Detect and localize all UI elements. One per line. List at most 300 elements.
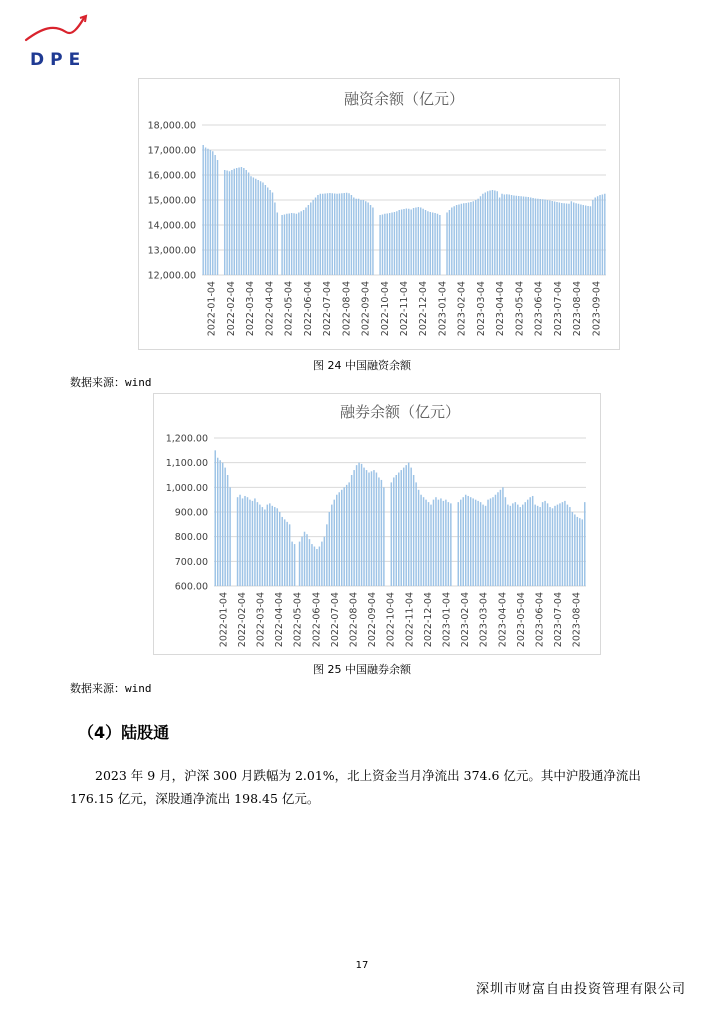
- bar: [314, 547, 315, 586]
- bar: [252, 501, 253, 586]
- bar: [579, 518, 580, 586]
- bar: [566, 204, 567, 276]
- bar: [443, 501, 444, 586]
- section-title: （4）陆股通: [78, 723, 170, 742]
- bar: [260, 181, 261, 275]
- x-tick-label: 2022-12-04: [422, 592, 434, 648]
- bar: [398, 473, 399, 586]
- y-tick-label: 1,100.00: [165, 458, 208, 470]
- bar: [415, 208, 416, 276]
- bar: [405, 465, 406, 586]
- bar: [394, 212, 395, 275]
- x-tick-label: 2023-02-04: [456, 281, 468, 337]
- bar: [427, 211, 428, 275]
- y-tick-label: 600.00: [174, 581, 208, 593]
- bar: [422, 209, 423, 275]
- bar: [231, 170, 232, 275]
- bar: [557, 505, 558, 586]
- bar: [274, 507, 275, 586]
- bar: [269, 503, 270, 586]
- bar: [301, 537, 302, 586]
- bar: [234, 169, 235, 275]
- bar: [458, 205, 459, 276]
- bar: [507, 505, 508, 586]
- bar: [334, 500, 335, 586]
- bar: [410, 468, 411, 586]
- bar: [527, 500, 528, 586]
- bar: [265, 185, 266, 275]
- x-tick-label: 2022-06-04: [302, 281, 314, 337]
- bar: [487, 500, 488, 586]
- bar: [289, 524, 290, 586]
- bar: [535, 199, 536, 276]
- y-tick-label: 900.00: [174, 507, 208, 519]
- bar: [450, 503, 451, 586]
- bar: [453, 206, 454, 275]
- bar: [272, 193, 273, 276]
- bar: [244, 496, 245, 586]
- bar: [370, 205, 371, 275]
- bar: [489, 191, 490, 276]
- bar: [289, 214, 290, 276]
- bar: [346, 485, 347, 586]
- bar: [504, 195, 505, 276]
- y-tick-label: 800.00: [174, 532, 208, 544]
- x-tick-label: 2023-07-04: [553, 592, 565, 648]
- bar: [238, 168, 239, 276]
- x-tick-label: 2022-05-04: [283, 281, 295, 337]
- bar: [517, 505, 518, 586]
- bar: [587, 206, 588, 275]
- bar: [322, 194, 323, 275]
- bar: [420, 208, 421, 276]
- bar: [439, 215, 440, 275]
- bar: [475, 500, 476, 586]
- bar: [229, 171, 230, 275]
- bar: [365, 201, 366, 275]
- bar: [284, 215, 285, 276]
- bar: [236, 168, 237, 275]
- x-tick-label: 2023-01-04: [437, 281, 449, 337]
- bar: [562, 502, 563, 586]
- bar: [430, 505, 431, 586]
- bar: [303, 210, 304, 275]
- bar: [237, 497, 238, 586]
- x-tick-label: 2022-03-04: [245, 281, 257, 337]
- bar: [480, 196, 481, 275]
- bar: [461, 204, 462, 275]
- bar: [508, 195, 509, 276]
- figure24-caption: 图 24 中国融资余额: [313, 359, 411, 372]
- bar: [569, 507, 570, 586]
- bar: [315, 198, 316, 276]
- bar: [356, 465, 357, 586]
- bar: [254, 498, 255, 586]
- bar: [321, 542, 322, 586]
- bar: [217, 160, 218, 275]
- bar: [336, 194, 337, 275]
- x-tick-label: 2022-12-04: [418, 281, 430, 337]
- logo-text: DPE: [30, 50, 87, 70]
- bar: [563, 203, 564, 275]
- bar: [293, 213, 294, 275]
- x-tick-label: 2023-01-04: [441, 592, 453, 648]
- bar: [501, 194, 502, 275]
- bar: [530, 198, 531, 276]
- bar: [420, 495, 421, 586]
- bar: [578, 204, 579, 275]
- x-tick-label: 2023-07-04: [552, 281, 564, 337]
- bar: [487, 191, 488, 275]
- bar: [383, 487, 384, 586]
- bar: [393, 477, 394, 586]
- bar: [500, 490, 501, 586]
- bar: [269, 190, 270, 275]
- x-tick-label: 2022-03-04: [255, 592, 267, 648]
- bar: [451, 208, 452, 276]
- bar: [516, 196, 517, 275]
- bar: [363, 200, 364, 275]
- bar: [524, 502, 525, 586]
- bar: [248, 173, 249, 276]
- bar: [592, 200, 593, 275]
- bar: [463, 203, 464, 275]
- bar: [438, 500, 439, 586]
- bar: [272, 506, 273, 586]
- bar: [537, 199, 538, 275]
- x-tick-label: 2023-03-04: [478, 592, 490, 648]
- bar: [391, 482, 392, 586]
- x-tick-label: 2022-06-04: [311, 592, 323, 648]
- x-tick-label: 2023-09-04: [591, 281, 603, 337]
- bar: [434, 213, 435, 275]
- bar: [425, 210, 426, 275]
- bar: [222, 463, 223, 586]
- bar: [518, 196, 519, 275]
- bar: [226, 171, 227, 276]
- bar: [542, 502, 543, 586]
- bar: [389, 213, 390, 275]
- bar: [532, 496, 533, 586]
- bar: [387, 214, 388, 276]
- bar: [281, 517, 282, 586]
- bar: [262, 507, 263, 586]
- bar: [410, 210, 411, 276]
- bar: [495, 495, 496, 586]
- bar: [472, 498, 473, 586]
- bar: [341, 193, 342, 275]
- bar: [559, 503, 560, 586]
- x-tick-label: 2023-05-04: [514, 281, 526, 337]
- bar: [363, 468, 364, 586]
- x-tick-label: 2022-02-04: [236, 592, 248, 648]
- bar: [528, 197, 529, 275]
- bar: [415, 482, 416, 586]
- bar: [522, 505, 523, 586]
- bar: [305, 208, 306, 276]
- bar: [492, 190, 493, 275]
- bar: [253, 178, 254, 276]
- bar: [585, 206, 586, 276]
- bar: [311, 544, 312, 586]
- bar: [403, 209, 404, 275]
- bar: [371, 471, 372, 586]
- bar: [460, 500, 461, 586]
- bar: [381, 480, 382, 586]
- figure25-source: 数据来源：wind: [70, 682, 152, 695]
- bar: [217, 458, 218, 586]
- bar: [520, 507, 521, 586]
- y-tick-label: 16,000.00: [147, 170, 196, 182]
- bar: [304, 532, 305, 586]
- securities-lending-balance-chart-svg: [154, 394, 600, 654]
- bar: [338, 492, 339, 586]
- x-tick-label: 2023-08-04: [572, 281, 584, 337]
- bar: [462, 497, 463, 586]
- bar: [477, 501, 478, 586]
- bar: [430, 212, 431, 275]
- bar: [339, 194, 340, 276]
- bar: [445, 500, 446, 586]
- x-tick-label: 2023-02-04: [460, 592, 472, 648]
- bar: [532, 198, 533, 275]
- bar: [277, 213, 278, 276]
- bar: [470, 202, 471, 275]
- x-tick-label: 2023-03-04: [475, 281, 487, 337]
- bar: [316, 549, 317, 586]
- bar: [408, 463, 409, 586]
- bar: [348, 482, 349, 586]
- bar: [540, 199, 541, 275]
- bar: [584, 502, 585, 586]
- x-tick-label: 2022-11-04: [404, 592, 416, 648]
- bar: [291, 213, 292, 275]
- bar: [300, 211, 301, 275]
- bar: [331, 505, 332, 586]
- y-tick-label: 13,000.00: [147, 245, 196, 257]
- bar: [250, 176, 251, 275]
- bar: [400, 470, 401, 586]
- bar: [567, 505, 568, 586]
- bar: [368, 473, 369, 586]
- bar: [343, 487, 344, 586]
- bar: [367, 203, 368, 276]
- bar: [214, 450, 215, 586]
- bar: [595, 198, 596, 276]
- bar: [505, 497, 506, 586]
- x-tick-label: 2022-01-04: [206, 281, 218, 337]
- bar: [597, 196, 598, 275]
- x-tick-label: 2022-07-04: [329, 592, 341, 648]
- bar: [308, 205, 309, 275]
- x-tick-label: 2022-10-04: [379, 281, 391, 337]
- bar: [276, 508, 277, 586]
- bar: [448, 502, 449, 586]
- bar: [309, 539, 310, 586]
- bar: [382, 215, 383, 276]
- bar: [523, 197, 524, 276]
- bar: [406, 209, 407, 276]
- bar: [312, 200, 313, 275]
- bar: [449, 210, 450, 275]
- bar: [243, 168, 244, 275]
- figure24-source: 数据来源：wind: [70, 376, 152, 389]
- bar: [351, 475, 352, 586]
- section-paragraph: 2023 年 9 月，沪深 300 月跌幅为 2.01%，北上资金当月净流出 374.6 亿元。其中沪股通净流出 176.15 亿元，深股通净流出 198.45 亿元。: [70, 768, 641, 806]
- bar: [242, 498, 243, 586]
- bar: [281, 215, 282, 275]
- bar: [319, 547, 320, 586]
- figure25-caption: 图 25 中国融券余额: [313, 663, 411, 676]
- x-tick-label: 2022-11-04: [399, 281, 410, 337]
- bar: [219, 460, 220, 586]
- bar: [577, 517, 578, 586]
- x-tick-label: 2022-01-04: [218, 592, 230, 648]
- bar: [418, 490, 419, 586]
- bar: [358, 463, 359, 586]
- bar: [512, 503, 513, 586]
- bar: [482, 194, 483, 275]
- bar: [583, 205, 584, 275]
- bar: [446, 213, 447, 276]
- bar: [542, 199, 543, 275]
- bar: [366, 470, 367, 586]
- bar: [423, 497, 424, 586]
- bar: [534, 505, 535, 586]
- bar: [267, 505, 268, 586]
- bar: [470, 497, 471, 586]
- bar: [246, 170, 247, 275]
- bar: [437, 214, 438, 275]
- bar: [511, 195, 512, 275]
- bar: [413, 208, 414, 275]
- bar: [332, 193, 333, 275]
- x-tick-label: 2022-09-04: [360, 281, 372, 337]
- bar: [572, 512, 573, 586]
- x-tick-label: 2022-10-04: [385, 592, 397, 648]
- bar: [360, 200, 361, 275]
- bar: [492, 497, 493, 586]
- bar: [432, 213, 433, 276]
- bar: [373, 470, 374, 586]
- bar: [539, 507, 540, 586]
- bar: [435, 497, 436, 586]
- bar: [574, 514, 575, 586]
- bar: [549, 507, 550, 586]
- bar: [537, 506, 538, 586]
- bar: [510, 506, 511, 586]
- bar: [482, 505, 483, 586]
- bar: [327, 193, 328, 275]
- y-tick-label: 1,000.00: [165, 482, 208, 494]
- bar: [554, 202, 555, 276]
- bar: [264, 510, 265, 586]
- x-tick-label: 2022-08-04: [341, 281, 353, 337]
- bar: [259, 505, 260, 586]
- footer-company: 深圳市财富自由投资管理有限公司: [475, 982, 686, 997]
- bar: [207, 149, 208, 275]
- bar: [353, 198, 354, 276]
- bar: [599, 195, 600, 275]
- x-tick-label: 2022-08-04: [348, 592, 360, 648]
- bar: [361, 464, 362, 586]
- bar: [329, 512, 330, 586]
- bar: [306, 534, 307, 586]
- chart-title: 融券余额（亿元）: [339, 403, 461, 421]
- bar: [351, 195, 352, 275]
- bar: [513, 196, 514, 276]
- bar: [428, 502, 429, 586]
- bar: [229, 487, 230, 586]
- bar: [465, 203, 466, 275]
- y-tick-label: 1,200.00: [165, 433, 208, 445]
- bar: [284, 519, 285, 586]
- y-tick-label: 15,000.00: [147, 195, 196, 207]
- bar: [552, 508, 553, 586]
- bar: [602, 195, 603, 276]
- bar: [291, 542, 292, 586]
- bar: [403, 468, 404, 586]
- bar: [425, 500, 426, 586]
- bar: [214, 155, 215, 275]
- bar: [604, 194, 605, 275]
- bar: [247, 497, 248, 586]
- y-tick-label: 700.00: [174, 556, 208, 568]
- bar: [529, 497, 530, 586]
- x-tick-label: 2022-04-04: [264, 281, 276, 337]
- bar: [480, 502, 481, 586]
- bar: [465, 495, 466, 586]
- bar: [556, 202, 557, 275]
- bar: [341, 490, 342, 586]
- bar: [296, 214, 297, 275]
- bar: [310, 203, 311, 276]
- bar: [224, 468, 225, 586]
- bar: [485, 506, 486, 586]
- bar: [286, 522, 287, 586]
- bar: [408, 209, 409, 275]
- x-tick-label: 2022-07-04: [322, 281, 334, 337]
- x-tick-label: 2022-02-04: [225, 281, 237, 337]
- bar: [205, 148, 206, 276]
- bar: [467, 496, 468, 586]
- x-tick-label: 2023-06-04: [533, 281, 545, 337]
- bar: [580, 205, 581, 276]
- bar: [348, 193, 349, 275]
- bar: [458, 502, 459, 586]
- bar: [475, 200, 476, 275]
- bar: [544, 501, 545, 586]
- y-tick-label: 14,000.00: [147, 220, 196, 232]
- bar: [547, 200, 548, 275]
- bar: [499, 198, 500, 276]
- bar: [299, 542, 300, 586]
- bar: [239, 495, 240, 586]
- x-tick-label: 2022-09-04: [367, 592, 379, 648]
- bar: [298, 213, 299, 276]
- bar: [554, 506, 555, 586]
- bar: [520, 196, 521, 275]
- bar: [433, 500, 434, 586]
- bar: [355, 199, 356, 275]
- bar: [497, 191, 498, 275]
- financing-balance-chart-svg: [139, 79, 619, 349]
- x-tick-label: 2023-05-04: [515, 592, 527, 648]
- y-tick-label: 12,000.00: [147, 270, 196, 282]
- bar: [396, 475, 397, 586]
- bar: [490, 498, 491, 586]
- bar: [212, 151, 213, 275]
